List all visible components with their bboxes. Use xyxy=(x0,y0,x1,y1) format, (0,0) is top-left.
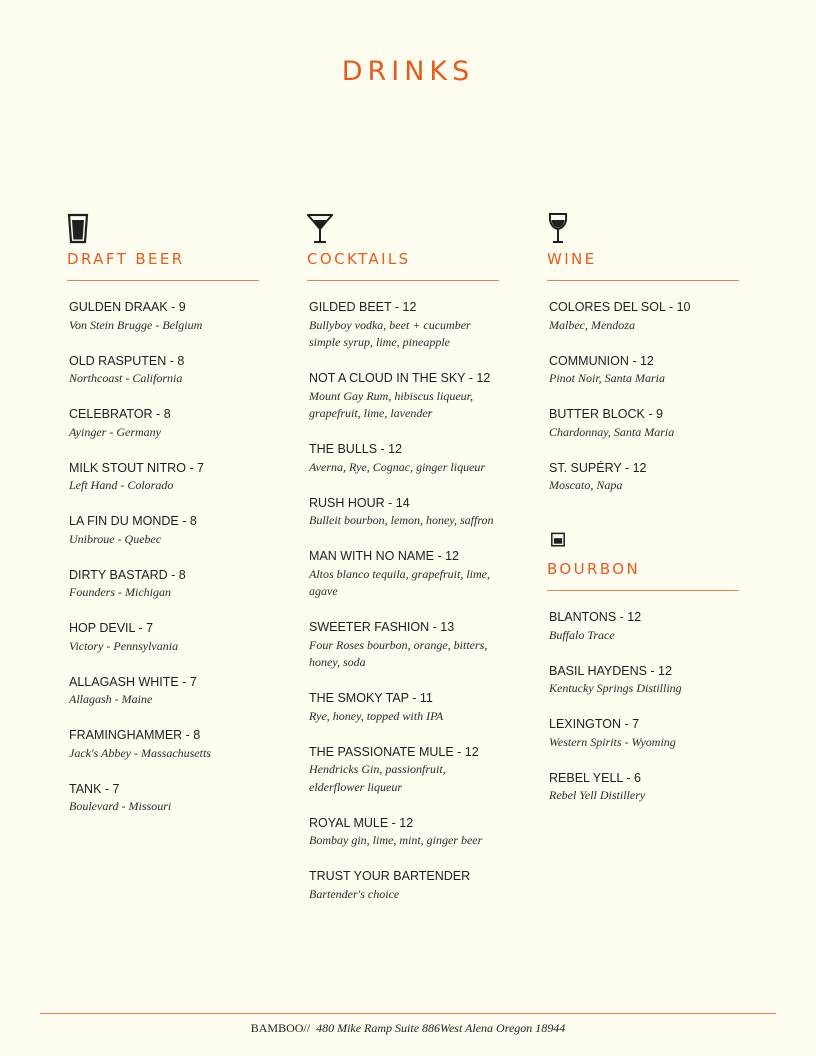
item-description: Boulevard - Missouri xyxy=(69,799,172,813)
menu-item xyxy=(309,744,499,797)
item-description: Victory - Pennsylvania xyxy=(69,638,179,653)
item-description: Altos blanco tequila, grapefruit, lime, agave xyxy=(309,566,490,598)
item-name: BUTTER BLOCK - 9 xyxy=(549,407,663,421)
menu-item xyxy=(549,716,739,751)
item-name: NOT A CLOUD IN THE SKY - 12 xyxy=(309,371,491,385)
item-description: Averna, Rye, Cognac, ginger liqueur xyxy=(309,459,486,474)
item-description: Bombay gin, lime, mint, ginger beer xyxy=(309,833,483,847)
item-name: FRAMINGHAMMER - 8 xyxy=(69,728,201,742)
menu-item xyxy=(309,441,499,476)
menu-item xyxy=(549,770,739,805)
menu-list xyxy=(549,609,739,805)
item-description: Bulleit bourbon, lemon, honey, saffron xyxy=(309,513,494,527)
item-description: Von Stein Brugge - Belgium xyxy=(69,317,203,332)
menu-list xyxy=(69,299,259,816)
item-description: Chardonnay, Santa Maria xyxy=(549,424,675,439)
item-name: LEXINGTON - 7 xyxy=(549,717,640,731)
section-heading: BOURBON xyxy=(547,560,739,591)
item-name: MAN WITH NO NAME - 12 xyxy=(309,549,460,563)
item-name: BASIL HAYDENS - 12 xyxy=(549,663,672,678)
item-name: REBEL YELL - 6 xyxy=(549,770,641,785)
menu-item xyxy=(309,370,499,423)
item-description: Kentucky Springs Distilling xyxy=(549,681,682,695)
item-name: MILK STOUT NITRO - 7 xyxy=(69,460,204,475)
item-name: THE BULLS - 12 xyxy=(309,442,403,456)
item-name: THE SMOKY TAP - 11 xyxy=(309,691,433,705)
bourbon-section xyxy=(547,532,739,823)
menu-item xyxy=(549,406,739,441)
menu-item xyxy=(309,690,499,725)
menu-item xyxy=(69,674,259,709)
item-description: Moscato, Napa xyxy=(549,478,623,492)
item-description: Pinot Noir, Santa Maria xyxy=(549,371,666,385)
menu-item xyxy=(69,299,259,334)
item-name: RUSH HOUR - 14 xyxy=(309,495,410,510)
item-description: Western Spirits - Wyoming xyxy=(549,734,676,749)
item-description: Allagash - Maine xyxy=(69,692,153,706)
menu-item xyxy=(309,548,499,601)
menu-list xyxy=(549,299,739,495)
item-name: COLORES DEL SOL - 10 xyxy=(549,300,691,314)
item-name: THE PASSIONATE MULE - 12 xyxy=(309,744,479,759)
menu-item xyxy=(549,460,739,495)
item-name: TRUST YOUR BARTENDER xyxy=(309,869,471,883)
item-name: CELEBRATOR - 8 xyxy=(69,407,171,421)
menu-item xyxy=(549,353,739,388)
menu-item xyxy=(309,868,499,903)
item-description: Bullyboy vodka, beet + cucumber simple syrup, lime, pineapple xyxy=(309,317,471,349)
rocks-glass-icon xyxy=(547,532,569,554)
item-description: Hendricks Gin, passionfruit, elderflower liqueur xyxy=(309,762,446,794)
menu-item xyxy=(309,619,499,672)
item-description: Left Hand - Colorado xyxy=(69,478,174,492)
menu-item xyxy=(309,299,499,352)
wine-section xyxy=(547,212,739,513)
item-description: Buffalo Trace xyxy=(549,627,615,642)
item-description: Rebel Yell Distillery xyxy=(549,788,646,802)
footer xyxy=(0,1021,816,1036)
menu-item xyxy=(309,495,499,530)
footer-brand: BAMBOO// xyxy=(250,1021,311,1035)
item-name: SWEETER FASHION - 13 xyxy=(309,620,455,634)
item-description: Malbec, Mendoza xyxy=(549,317,635,332)
item-description: Jack's Abbey - Massachusetts xyxy=(69,745,211,760)
footer-address: 480 Mike Ramp Suite 886West Alena Oregon 18944 xyxy=(316,1021,566,1035)
item-name: TANK - 7 xyxy=(69,781,120,796)
item-name: OLD RASPUTEN - 8 xyxy=(69,353,185,368)
item-name: HOP DEVIL - 7 xyxy=(69,621,154,635)
menu-item xyxy=(69,460,259,495)
section-heading: COCKTAILS xyxy=(307,250,499,281)
martini-glass-icon xyxy=(307,212,333,244)
item-description: Four Roses bourbon, orange, bitters, honey, soda xyxy=(309,637,488,669)
item-name: COMMUNION - 12 xyxy=(549,353,654,368)
item-description: Mount Gay Rum, hibiscus liqueur, grapefruit, lime, lavender xyxy=(309,388,473,420)
menu-list xyxy=(309,299,499,903)
item-name: DIRTY BASTARD - 8 xyxy=(69,567,186,582)
menu-item xyxy=(69,406,259,441)
item-description: Ayinger - Germany xyxy=(69,424,161,439)
item-description: Bartender's choice xyxy=(309,886,400,901)
item-name: ROYAL MULE - 12 xyxy=(309,815,414,830)
menu-item xyxy=(69,727,259,762)
item-name: BLANTONS - 12 xyxy=(549,610,642,624)
section-heading: WINE xyxy=(547,250,739,281)
menu-item xyxy=(549,609,739,644)
item-name: ST. SUPÉRY - 12 xyxy=(549,460,647,475)
wine-glass-icon xyxy=(547,212,569,244)
item-description: Founders - Michigan xyxy=(69,585,171,599)
item-name: GILDED BEET - 12 xyxy=(309,300,417,314)
beer-glass-icon xyxy=(67,212,89,244)
menu-item xyxy=(549,663,739,698)
cocktails-section xyxy=(307,212,499,922)
item-description: Northcoast - California xyxy=(69,371,183,385)
section-heading: DRAFT BEER xyxy=(67,250,259,281)
menu-item xyxy=(69,567,259,602)
item-name: ALLAGASH WHITE - 7 xyxy=(69,674,197,689)
footer-divider xyxy=(40,1013,776,1014)
menu-item xyxy=(549,299,739,334)
menu-item xyxy=(69,781,259,816)
menu-item xyxy=(69,513,259,548)
item-name: GULDEN DRAAK - 9 xyxy=(69,300,186,314)
menu-item xyxy=(69,620,259,655)
page-title: DRINKS xyxy=(341,56,475,87)
menu-item xyxy=(69,353,259,388)
draft-beer-section xyxy=(67,212,259,834)
item-description: Unibroue - Quebec xyxy=(69,531,162,546)
item-description: Rye, honey, topped with IPA xyxy=(309,708,444,723)
item-name: LA FIN DU MONDE - 8 xyxy=(69,514,197,528)
menu-item xyxy=(309,815,499,850)
